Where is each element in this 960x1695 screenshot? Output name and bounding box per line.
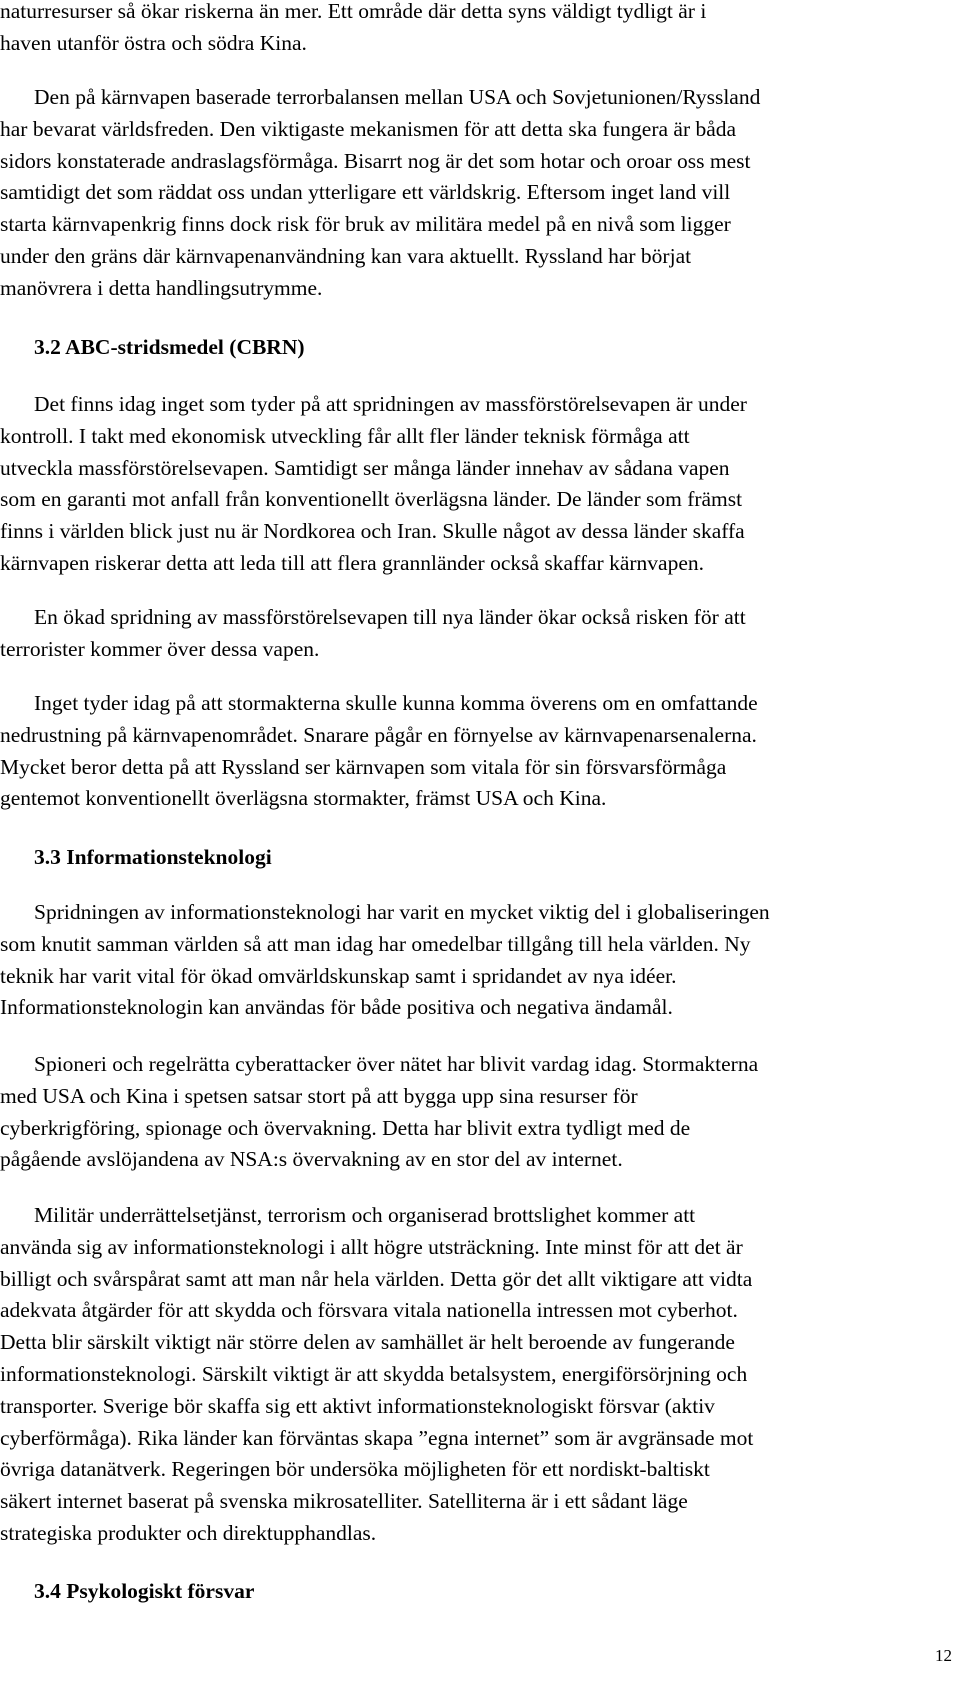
section-heading: 3.2 ABC-stridsmedel (CBRN) — [34, 335, 305, 359]
text-line: säkert internet baserat på svenska mikrosatelliter. Satelliterna är i ett sådant läge — [0, 1489, 688, 1514]
text-line: Detta blir särskilt viktigt när större delen av samhället är helt beroende av fungerande — [0, 1330, 735, 1355]
text-line: starta kärnvapenkrig finns dock risk för bruk av militära medel på en nivå som ligger — [0, 212, 731, 237]
paragraph — [0, 897, 952, 1024]
text-line: sidors konstaterade andraslagsförmåga. Bisarrt nog är det som hotar och oroar oss mest — [0, 148, 751, 173]
text-line: strategiska produkter och direktupphandlas. — [0, 1520, 377, 1545]
text-line: En ökad spridning av massförstörelsevapen till nya länder ökar också risken för att — [34, 605, 746, 629]
paragraph — [0, 1049, 952, 1176]
section-heading: 3.4 Psykologiskt försvar — [34, 1579, 255, 1603]
paragraph — [0, 1200, 952, 1550]
text-line: Det finns idag inget som tyder på att spridningen av massförstörelsevapen är under — [34, 392, 747, 416]
text-line: Spioneri och regelrätta cyberattacker över nätet har blivit vardag idag. Stormakterna — [34, 1052, 759, 1076]
text-line: billigt och svårspårat samt att man når hela världen. Detta gör det allt viktigare att vidta — [0, 1266, 753, 1291]
text-line: Informationsteknologin kan användas för både positiva och negativa ändamål. — [0, 995, 673, 1020]
text-line: som en garanti mot anfall från konventionellt överlägsna länder. De länder som främst — [0, 487, 743, 512]
paragraph — [0, 82, 952, 305]
text-line: adekvata åtgärder för att skydda och försvara vitala nationella intressen mot cyberhot. — [0, 1298, 738, 1323]
text-line: utveckla massförstörelsevapen. Samtidigt ser många länder innehav av sådana vapen — [0, 455, 730, 480]
text-line: finns i världen blick just nu är Nordkorea och Iran. Skulle något av dessa länder skaffa — [0, 519, 745, 544]
paragraph — [0, 389, 952, 580]
text-line: Mycket beror detta på att Ryssland ser kärnvapen som vitala för sin försvarsförmåga — [0, 754, 727, 779]
section-heading: 3.3 Informationsteknologi — [34, 845, 272, 869]
text-line: använda sig av informationsteknologi i allt högre utsträckning. Inte minst för att det är — [0, 1234, 743, 1259]
text-line: Inget tyder idag på att stormakterna skulle kunna komma överens om en omfattande — [34, 691, 758, 715]
paragraph — [0, 0, 952, 60]
text-line: manövrera i detta handlingsutrymme. — [0, 275, 323, 300]
text-line: gentemot konventionellt överlägsna stormakter, främst USA och Kina. — [0, 786, 607, 811]
text-line: med USA och Kina i spetsen satsar stort på att bygga upp sina resurser för — [0, 1083, 638, 1108]
text-line: transporter. Sverige bör skaffa sig ett aktivt informationsteknologiskt försvar (aktiv — [0, 1393, 715, 1418]
text-line: Militär underrättelsetjänst, terrorism och organiserad brottslighet kommer att — [34, 1203, 696, 1227]
text-line: har bevarat världsfreden. Den viktigaste mekanismen för att detta ska fungera är båda — [0, 116, 737, 141]
text-line: nedrustning på kärnvapenområdet. Snarare pågår en förnyelse av kärnvapenarsenalerna. — [0, 722, 757, 747]
text-line: haven utanför östra och södra Kina. — [0, 30, 307, 55]
text-line: terrorister kommer över dessa vapen. — [0, 636, 320, 661]
text-line: samtidigt det som räddat oss undan ytterligare ett världskrig. Eftersom inget land vill — [0, 180, 731, 205]
text-line: teknik har varit vital för ökad omvärldskunskap samt i spridandet av nya idéer. — [0, 963, 677, 988]
page-number: 12 — [935, 1646, 952, 1665]
text-line: Spridningen av informationsteknologi har varit en mycket viktig del i globaliseringen — [34, 900, 770, 924]
text-line: som knutit samman världen så att man idag har omedelbar tillgång till hela världen. Ny — [0, 931, 751, 956]
text-line: cyberkrigföring, spionage och övervakning. Detta har blivit extra tydligt med de — [0, 1115, 691, 1140]
text-line: naturresurser så ökar riskerna än mer. Ett område där detta syns väldigt tydligt är i — [0, 0, 707, 23]
paragraph — [0, 688, 952, 815]
text-line: kontroll. I takt med ekonomisk utveckling får allt fler länder teknisk förmåga att — [0, 423, 690, 448]
text-line: kärnvapen riskerar detta att leda till att flera grannländer också skaffar kärnvapen. — [0, 550, 704, 575]
text-line: under den gräns där kärnvapenanvändning kan vara aktuellt. Ryssland har börjat — [0, 243, 692, 268]
paragraph — [0, 602, 952, 666]
text-line: Den på kärnvapen baserade terrorbalansen mellan USA och Sovjetunionen/Ryssland — [34, 85, 761, 109]
text-line: informationsteknologi. Särskilt viktigt är att skydda betalsystem, energiförsörjning och — [0, 1361, 748, 1386]
text-line: övriga datanätverk. Regeringen bör undersöka möjligheten för ett nordiskt-baltiskt — [0, 1457, 710, 1482]
text-line: pågående avslöjandena av NSA:s övervakning av en stor del av internet. — [0, 1147, 623, 1172]
text-line: cyberförmåga). Rika länder kan förväntas skapa ”egna internet” som är avgränsade mot — [0, 1425, 754, 1450]
